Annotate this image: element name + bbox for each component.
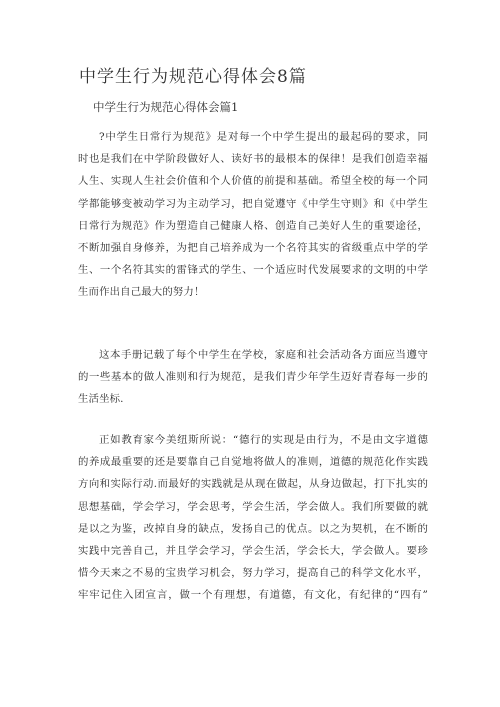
- document-title: 中学生行为规范心得体会8篇: [79, 67, 307, 87]
- paragraph-line: 这本手册记载了每个中学生在学校，家庭和社会活动各方面应当遵守: [99, 349, 428, 361]
- paragraph-line: 不断加强自身修养，为把自己培养成为一个名符其实的省级重点中学的学: [78, 241, 428, 254]
- paragraph-1: [78, 126, 428, 304]
- paragraph-line: 日常行为规范》作为塑造自己健康人格、创造自己美好人生的重要途径，: [78, 219, 428, 232]
- paragraph-line: 惜今天来之不易的宝贵学习机会，努力学习，提高自己的科学文化水平，: [78, 567, 428, 580]
- paragraph-line: 生而作出自己最大的努力！: [78, 286, 205, 299]
- paragraph-line: 牢牢记住入团宣言，做一个有理想，有道德，有文化，有纪律的“四有”: [78, 589, 428, 602]
- paragraph-line: 正如教育家今美纽斯所说：“德行的实现是由行为，不是由文字道德: [99, 434, 428, 446]
- paragraph-2: [78, 344, 428, 411]
- paragraph-line: 人生、实现人生社会价值和个人价值的前提和基础。希望全校的每一个同: [78, 175, 428, 188]
- paragraph-line: 是以之为鉴，改掉自身的缺点，发扬自己的优点。以之为契机，在不断的: [78, 522, 428, 535]
- paragraph-line: 方向和实际行动.而最好的实践就是从现在做起，从身边做起，打下扎实的: [78, 478, 428, 491]
- paragraph-line: 的养成最重要的还是要靠自己自觉地将做人的准则，道德的规范化作实践: [78, 456, 428, 469]
- paragraph-3: [78, 429, 428, 607]
- paragraph-line: 学都能够变被动学习为主动学习，把自觉遵守《中学生守则》和《中学生: [78, 197, 428, 210]
- paragraph-line: 的一些基本的做人准则和行为规范，是我们青少年学生迈好青春每一步的: [78, 371, 428, 384]
- paragraph-line: 思想基础，学会学习，学会思考，学会生活，学会做人。我们所要做的就: [78, 500, 428, 513]
- section-heading: 中学生行为规范心得体会篇1: [93, 100, 239, 114]
- paragraph-line: 实践中完善自己，并且学会学习，学会生活，学会长大，学会做人。要珍: [78, 544, 428, 557]
- paragraph-line: 生、一个名符其实的雷锋式的学生、一个适应时代发展要求的文明的中学: [78, 264, 428, 277]
- paragraph-line: 时也是我们在中学阶段做好人、读好书的最根本的保律！是我们创造幸福: [78, 153, 428, 166]
- paragraph-line: ?中学生日常行为规范》是对每一个中学生提出的最起码的要求，同: [99, 131, 428, 143]
- paragraph-line: 生活坐标.: [78, 393, 124, 406]
